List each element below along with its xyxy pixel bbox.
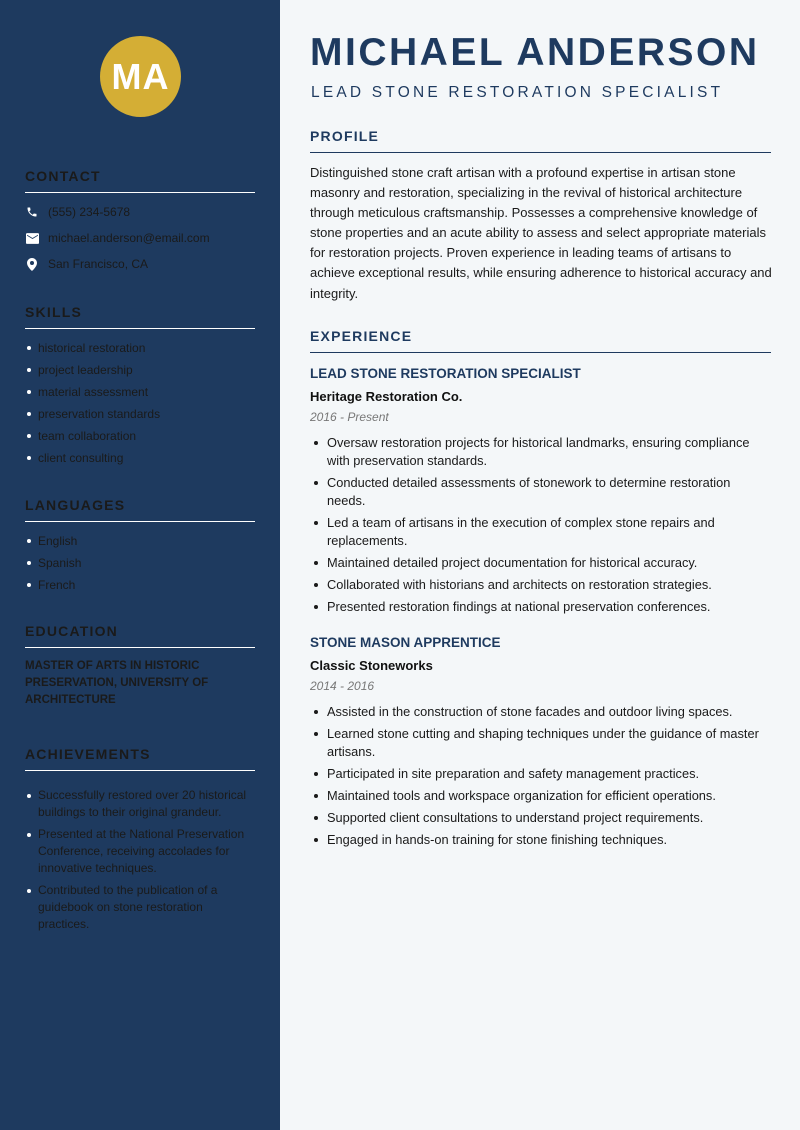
contact-heading: CONTACT <box>25 168 255 193</box>
job-bullets <box>310 434 772 620</box>
skill-item: material assessment <box>25 381 255 403</box>
contact-location <box>25 251 255 277</box>
job-bullet: Engaged in hands-on training for stone finishing techniques. <box>310 831 772 849</box>
skills-heading: SKILLS <box>25 304 255 329</box>
candidate-role: LEAD STONE RESTORATION SPECIALIST <box>311 84 724 101</box>
location-pin-icon <box>25 257 39 271</box>
skill-item: historical restoration <box>25 337 255 359</box>
candidate-name: MICHAEL ANDERSON <box>310 31 760 74</box>
job-dates: 2016 - Present <box>310 410 389 424</box>
education-degree: MASTER OF ARTS IN HISTORIC PRESERVATION, UNIVERSITY OF ARCHITECTURE <box>25 660 209 706</box>
job-title: LEAD STONE RESTORATION SPECIALIST <box>310 366 581 381</box>
language-item: French <box>25 574 255 596</box>
language-item: English <box>25 530 255 552</box>
achievements-heading: ACHIEVEMENTS <box>25 746 255 771</box>
profile-text: Distinguished stone craft artisan with a profound expertise in artisan stone masonry and restoration, specializing in the revival of historical architecture through meticulous craftsmanship. Possesses a comprehensive knowledge of stone properties and an acute ability to assess and select appropriate materials for restoration projects. Proven experience in leading teams of artisans to achieve exceptional results, while ensuring adherence to historical accuracy and integrity. <box>310 165 772 301</box>
job-dates: 2014 - 2016 <box>310 679 375 693</box>
languages-list <box>25 530 255 596</box>
skill-item: client consulting <box>25 447 255 469</box>
job-bullet: Presented restoration findings at national preservation conferences. <box>310 598 772 616</box>
education-heading: EDUCATION <box>25 623 255 648</box>
skill-item: team collaboration <box>25 425 255 447</box>
job-bullet: Learned stone cutting and shaping techniques under the guidance of master artisans. <box>310 725 772 761</box>
experience-heading: EXPERIENCE <box>310 328 771 353</box>
job-bullet: Oversaw restoration projects for historical landmarks, ensuring compliance with preservation standards. <box>310 434 772 470</box>
email-icon <box>25 231 39 245</box>
job-company: Heritage Restoration Co. <box>310 389 463 404</box>
profile-heading: PROFILE <box>310 128 771 153</box>
skills-list <box>25 337 255 469</box>
phone-text[interactable]: (555) 234-5678 <box>48 205 131 219</box>
phone-icon <box>25 205 39 219</box>
achievement-item: Contributed to the publication of a guidebook on stone restoration practices. <box>25 882 255 933</box>
skill-item: project leadership <box>25 359 255 381</box>
achievements-list <box>25 787 255 938</box>
avatar <box>100 36 181 117</box>
avatar-initials: MA <box>111 55 170 97</box>
job-bullet: Assisted in the construction of stone facades and outdoor living spaces. <box>310 703 772 721</box>
job-title: STONE MASON APPRENTICE <box>310 635 501 650</box>
job-bullet: Participated in site preparation and safety management practices. <box>310 765 772 783</box>
job-bullet: Collaborated with historians and architects on restoration strategies. <box>310 576 772 594</box>
email-text[interactable]: michael.anderson@email.com <box>48 231 210 245</box>
achievement-item: Presented at the National Preservation Conference, receiving accolades for innovative techniques. <box>25 826 255 877</box>
job-bullets <box>310 703 772 853</box>
job-company: Classic Stoneworks <box>310 658 433 673</box>
job-bullet: Maintained tools and workspace organization for efficient operations. <box>310 787 772 805</box>
skill-item: preservation standards <box>25 403 255 425</box>
location-text: San Francisco, CA <box>48 257 149 271</box>
language-item: Spanish <box>25 552 255 574</box>
job-bullet: Maintained detailed project documentation for historical accuracy. <box>310 554 772 572</box>
contact-phone <box>25 199 255 225</box>
languages-heading: LANGUAGES <box>25 497 255 522</box>
achievement-item: Successfully restored over 20 historical buildings to their original grandeur. <box>25 787 255 821</box>
contact-list <box>25 199 255 277</box>
contact-email <box>25 225 255 251</box>
job-bullet: Led a team of artisans in the execution of complex stone repairs and replacements. <box>310 514 772 550</box>
job-bullet: Supported client consultations to understand project requirements. <box>310 809 772 827</box>
job-bullet: Conducted detailed assessments of stonework to determine restoration needs. <box>310 474 772 510</box>
